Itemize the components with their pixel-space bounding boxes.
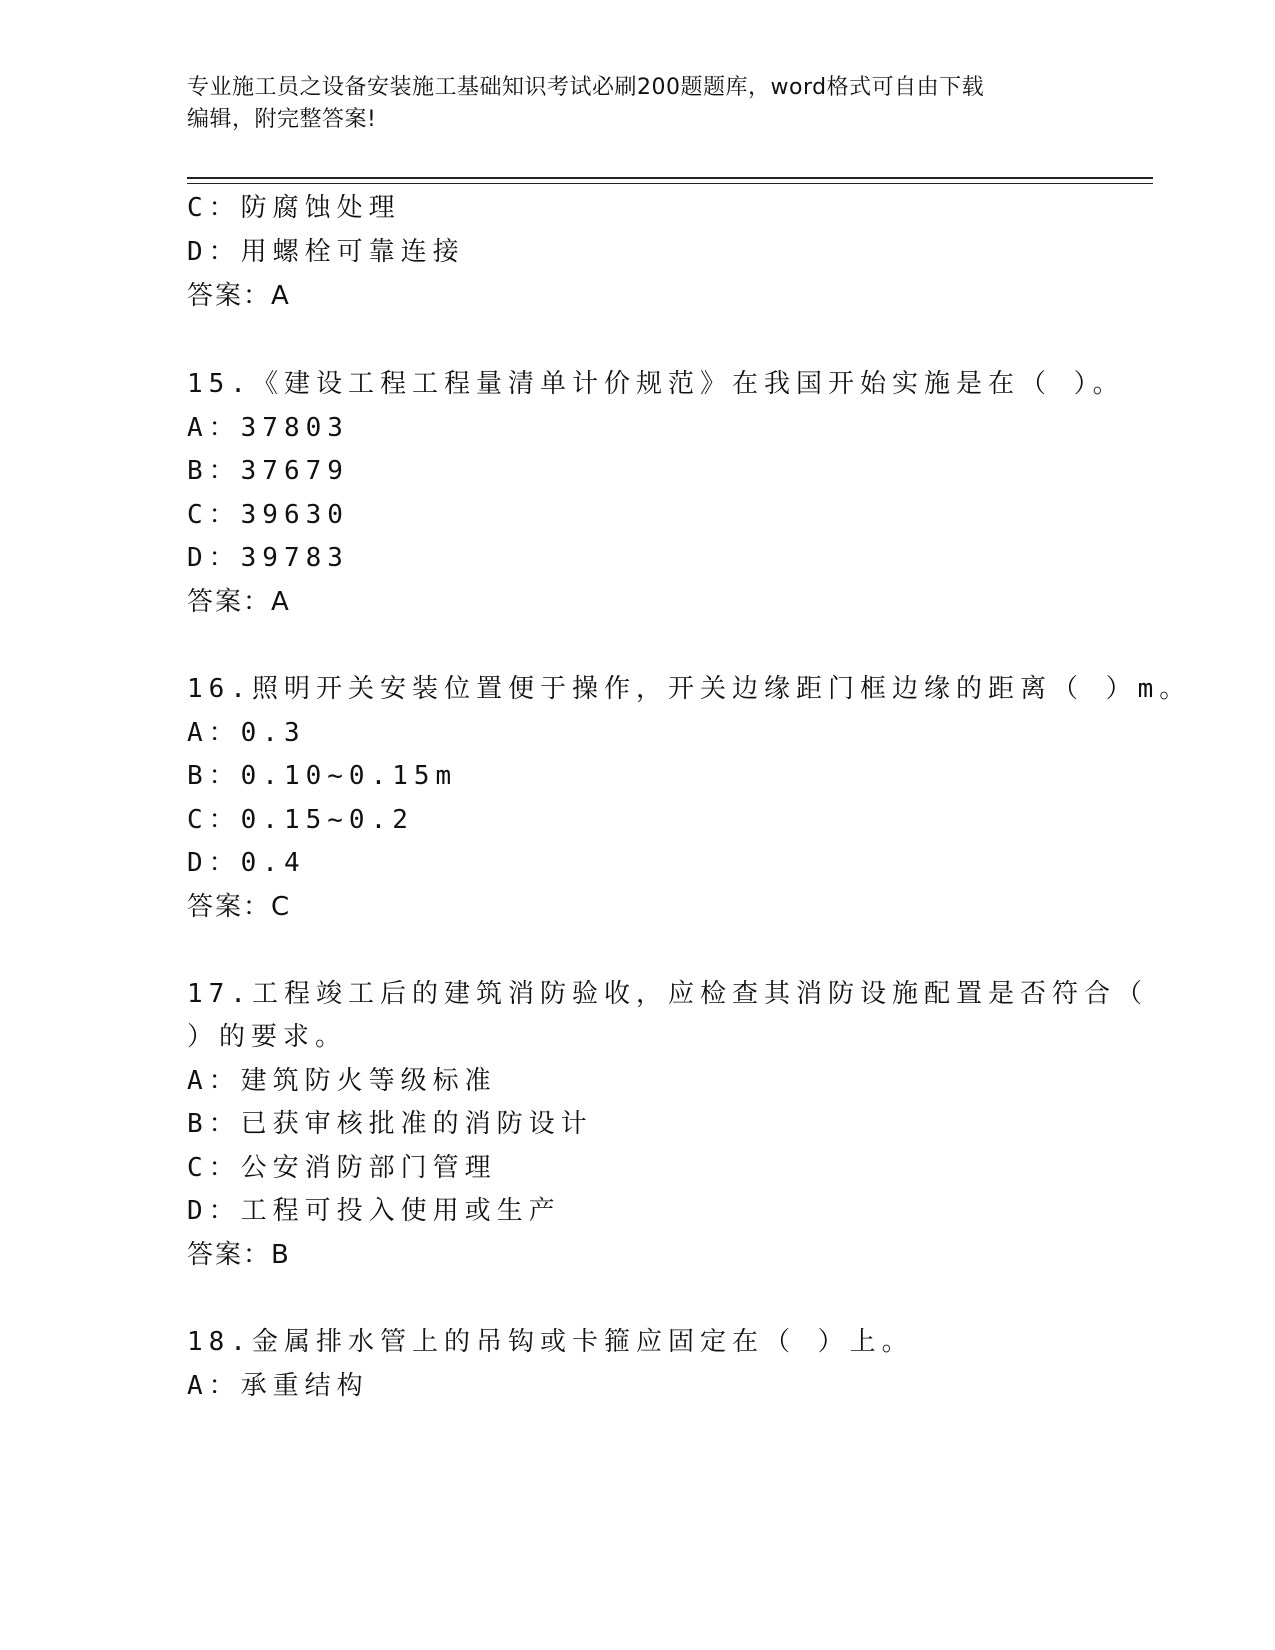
option-a-q18: A：承重结构 [187, 1371, 369, 1401]
option-b-q17: B：已获审核批准的消防设计 [187, 1109, 593, 1139]
header-divider-thin [187, 183, 1153, 184]
answer-q17: 答案：B [187, 1240, 291, 1270]
option-b-q16: B：0.10~0.15m [187, 761, 458, 791]
answer-q16: 答案：C [187, 892, 292, 922]
option-c-q14: C：防腐蚀处理 [187, 193, 401, 223]
question-17-line-1: 17.工程竣工后的建筑消防验收，应检查其消防设施配置是否符合（ [187, 979, 1148, 1009]
option-d-q17: D：工程可投入使用或生产 [187, 1196, 561, 1226]
option-d-q16: D：0.4 [187, 848, 306, 878]
answer-q15: 答案：A [187, 587, 291, 617]
option-c-q17: C：公安消防部门管理 [187, 1153, 497, 1183]
document-header [187, 72, 1087, 136]
option-c-q15: C：39630 [187, 500, 349, 530]
option-b-q15: B：37679 [187, 456, 349, 486]
option-d-q14: D：用螺栓可靠连接 [187, 237, 465, 267]
header-title-line-2: 编辑，附完整答案! [187, 107, 377, 132]
question-18: 18.金属排水管上的吊钩或卡箍应固定在（ ）上。 [187, 1327, 914, 1357]
question-17-line-2: ）的要求。 [187, 1022, 348, 1052]
option-c-q16: C：0.15~0.2 [187, 805, 414, 835]
option-a-q16: A：0.3 [187, 718, 306, 748]
answer-q14: 答案：A [187, 281, 291, 311]
header-divider-thick [187, 177, 1153, 179]
option-a-q17: A：建筑防火等级标准 [187, 1066, 497, 1096]
option-a-q15: A：37803 [187, 413, 349, 443]
question-16: 16.照明开关安装位置便于操作，开关边缘距门框边缘的距离（ ）m。 [187, 674, 1192, 704]
header-title-line-1: 专业施工员之设备安装施工基础知识考试必刷200题题库，word格式可自由下载 [187, 75, 985, 100]
option-d-q15: D：39783 [187, 543, 349, 573]
question-15: 15.《建设工程工程量清单计价规范》在我国开始实施是在（ ）。 [187, 369, 1125, 399]
